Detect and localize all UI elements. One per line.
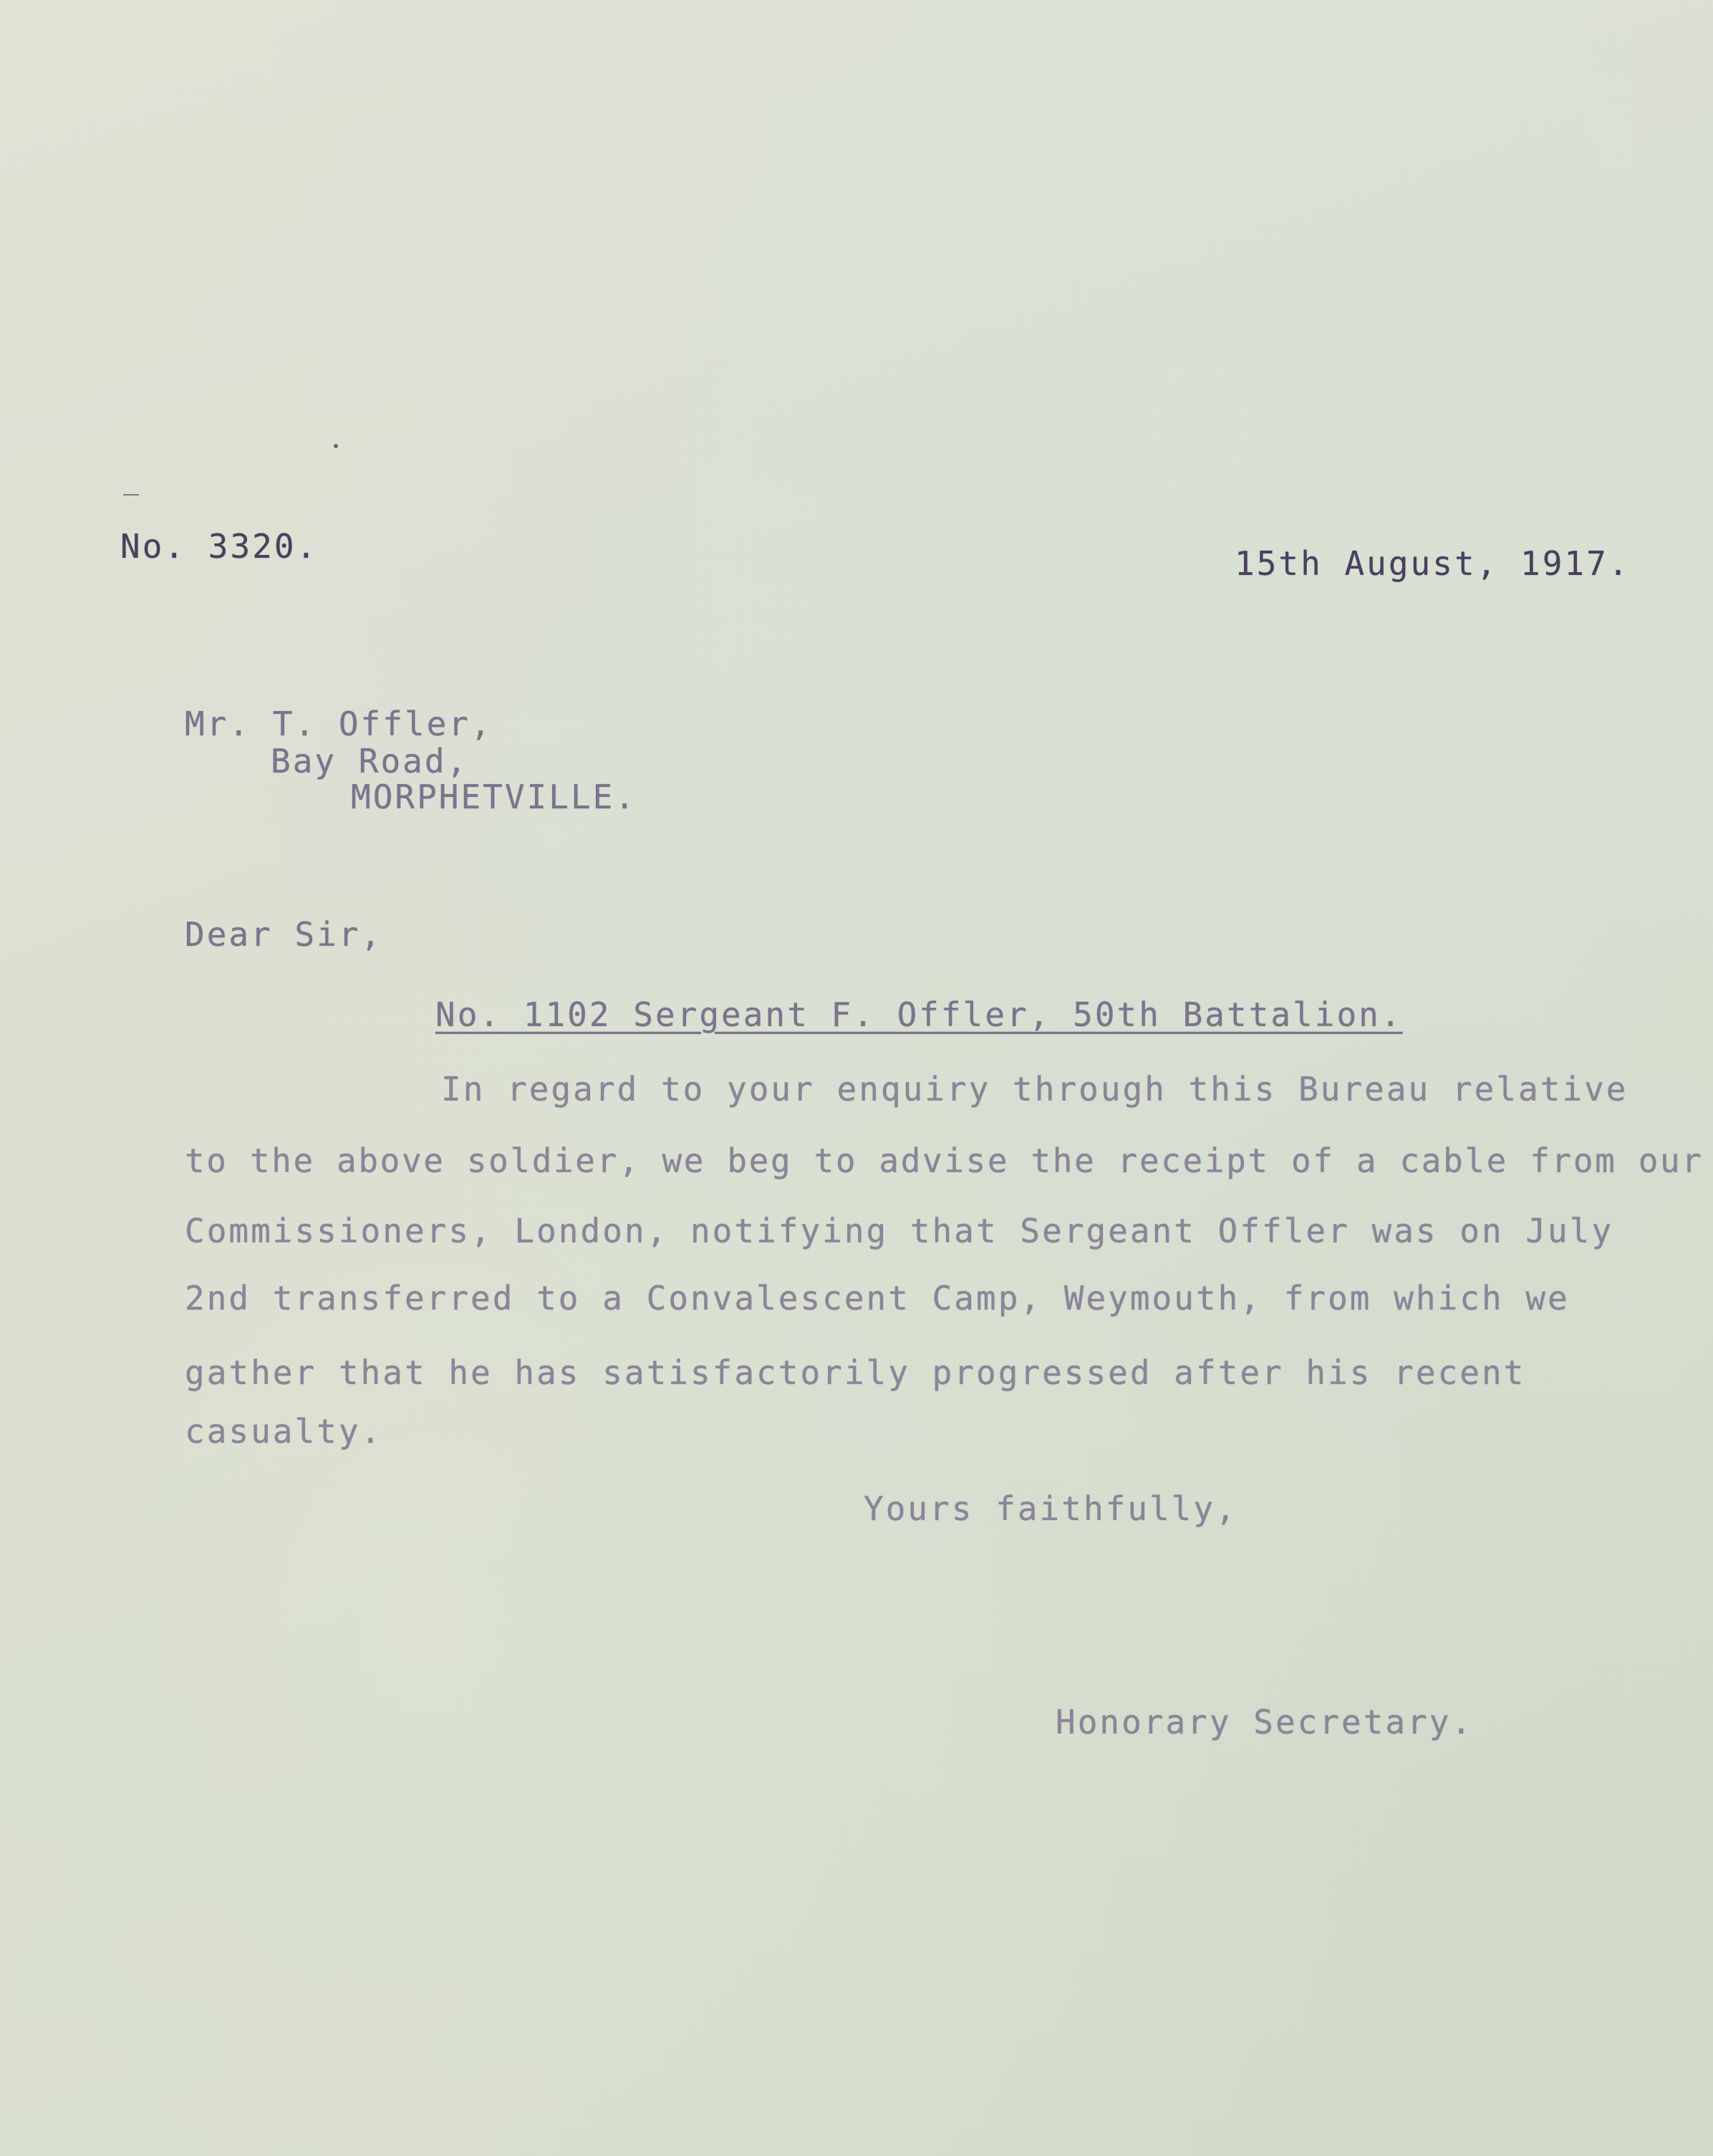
- recipient-name: Mr. T. Offler,: [185, 705, 493, 743]
- subject-line: No. 1102 Sergeant F. Offler, 50th Battalion.: [435, 995, 1403, 1034]
- body-line: 2nd transferred to a Convalescent Camp, Weymouth, from which we: [185, 1279, 1570, 1318]
- recipient-town: MORPHETVILLE.: [351, 778, 637, 816]
- body-line: In regard to your enquiry through this Bureau relative: [441, 1070, 1628, 1108]
- reference-number: No. 3320.: [120, 527, 319, 566]
- body-line: to the above soldier, we beg to advise the receipt of a cable from our: [185, 1141, 1704, 1180]
- signatory-title: Honorary Secretary.: [1056, 1703, 1474, 1741]
- letter-date: 15th August, 1917.: [1235, 544, 1631, 583]
- paper-mark: [123, 494, 139, 496]
- salutation: Dear Sir,: [185, 915, 383, 954]
- closing: Yours faithfully,: [864, 1489, 1237, 1528]
- body-line: Commissioners, London, notifying that Sergeant Offler was on July: [185, 1212, 1614, 1250]
- body-line: gather that he has satisfactorily progressed after his recent: [185, 1353, 1526, 1392]
- body-line: casualty.: [185, 1412, 383, 1451]
- recipient-street: Bay Road,: [271, 742, 469, 780]
- paper-speck: [334, 444, 338, 448]
